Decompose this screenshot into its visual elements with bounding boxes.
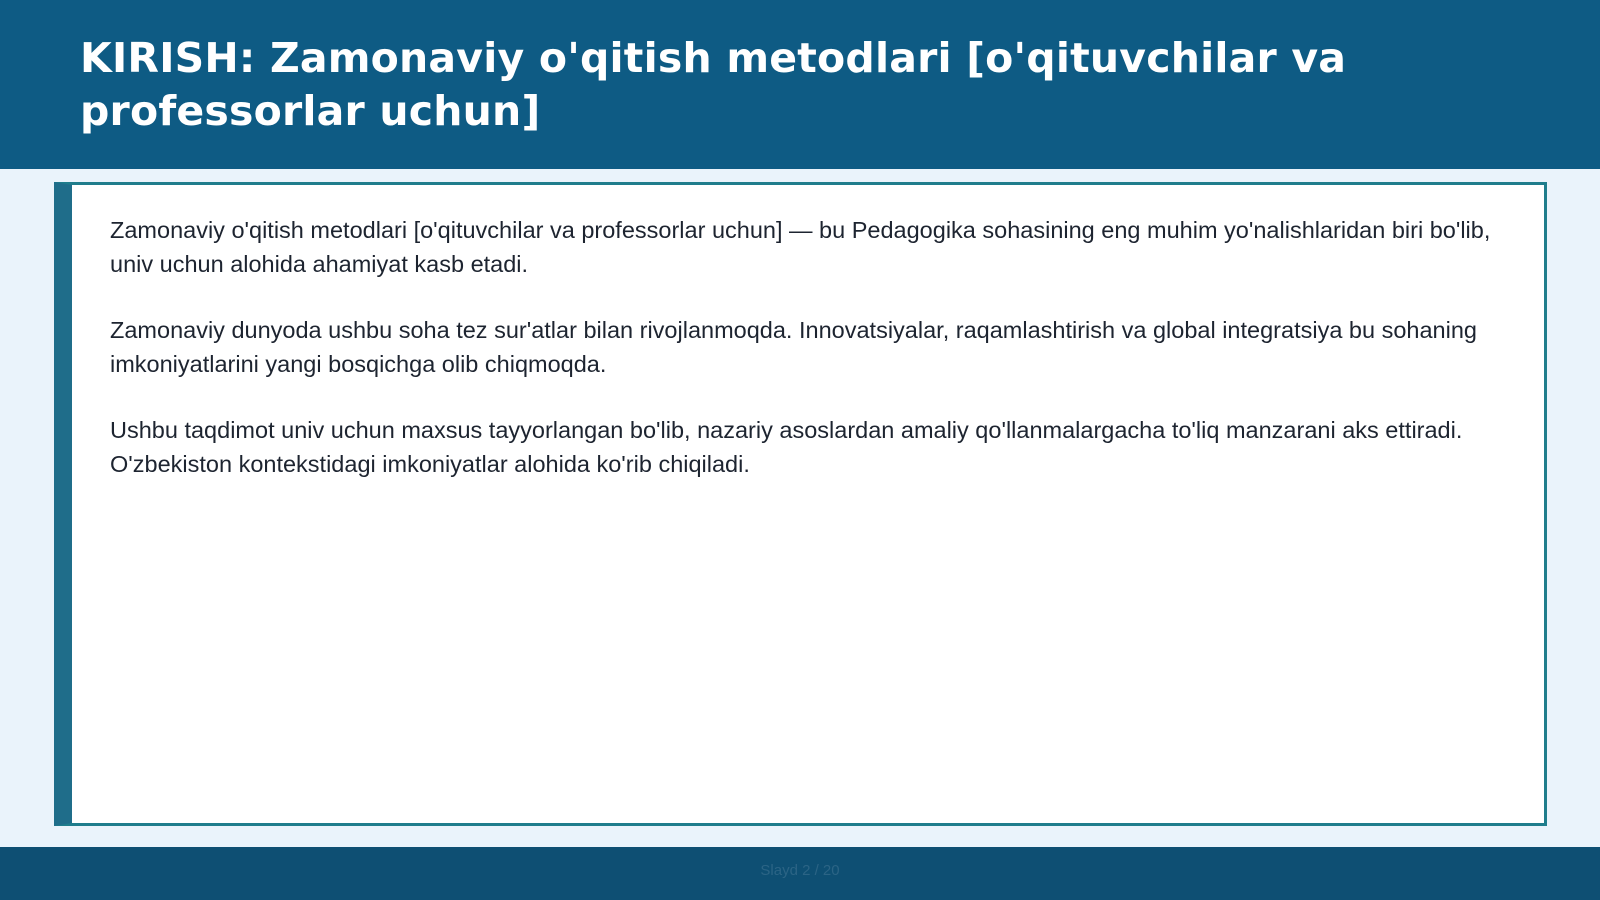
slide-footer: [0, 847, 1600, 900]
content-card: [54, 182, 1547, 826]
paragraph-2: Zamonaviy dunyoda ushbu soha tez sur'atlar bilan rivojlanmoqda. Innovatsiyalar, raqamlashtirish va global integratsiya bu sohaning imkoniyatlarini yangi bosqichga olib chiqmoqda.: [110, 317, 1477, 377]
paragraph-1: Zamonaviy o'qitish metodlari [o'qituvchilar va professorlar uchun] — bu Pedagogika sohasining eng muhim yo'nalishlaridan biri bo'lib, univ uchun alohida ahamiyat kasb etadi.: [110, 217, 1491, 277]
slide-header: [0, 0, 1600, 169]
slide-title: KIRISH: Zamonaviy o'qitish metodlari [o'qituvchilar va professorlar uchun]: [80, 34, 1347, 135]
slide-number: Slayd 2 / 20: [760, 862, 840, 879]
paragraph-3: Ushbu taqdimot univ uchun maxsus tayyorlangan bo'lib, nazariy asoslardan amaliy qo'llanmalargacha to'liq manzarani aks ettiradi. O'zbekiston kontekstidagi imkoniyatlar alohida ko'rib chiqiladi.: [110, 417, 1463, 477]
